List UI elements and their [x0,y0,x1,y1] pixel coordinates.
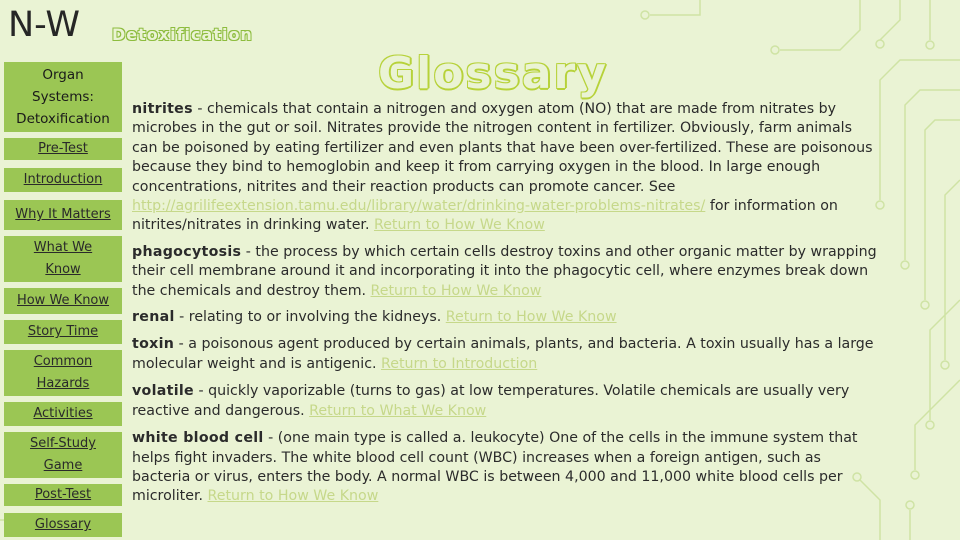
sidebar-nav [0,0,126,540]
glossary-term: nitrites [132,101,193,117]
return-link[interactable]: Return to What We Know [309,402,487,419]
sidebar-item-label[interactable]: Hazards [36,376,90,391]
sidebar-item-label[interactable]: Story Time [27,324,99,339]
glossary-term: toxin [132,336,175,353]
glossary-entry-white-blood-cell [132,429,877,507]
sidebar-header [4,62,122,132]
sidebar-item-post-test[interactable] [4,484,122,506]
glossary-definition-continued: for information on nitrites/nitrates in drinking water. [132,198,838,234]
section-subtitle: Detoxification [112,25,253,44]
sidebar-item-label[interactable]: Know [45,262,81,277]
sidebar-item-label[interactable]: Glossary [34,517,92,532]
sidebar-item-how-we-know[interactable] [4,288,122,314]
sidebar-item-label[interactable]: Game [43,458,83,473]
sidebar-item-glossary[interactable] [4,513,122,537]
glossary-term: phagocytosis [132,243,242,260]
sidebar-item-why-it-matters[interactable] [4,200,122,230]
brand-logo-text: N-W [8,5,80,45]
sidebar-item-label[interactable]: Activities [33,406,93,421]
return-link[interactable]: Return to Introduction [381,355,538,372]
sidebar-item-pre-test[interactable] [4,138,122,160]
sidebar-header-line: Detoxification [16,111,110,127]
glossary-definition: - (one main type is called a. leukocyte) One of the cells in the immune system that helps fight invaders. The white blood cell count (WBC) increases when a foreign antigen, such as bacteria or virus, enters the body. A normal WBC is between 4,000 and 11,000 white blood cells per microliter. [132,430,858,505]
sidebar-header-line: Systems: [32,89,94,105]
sidebar-item-label[interactable]: Why It Matters [15,207,111,222]
glossary-definition: - chemicals that contain a nitrogen and oxygen atom (NO) that are made from nitrates by microbes in the gut or soil. Nitrates provide the nitrogen content in fertilizer. Obviously, farm animals can be poisoned by eating fertilizer and even plants that have been over-fertilized. These are poisonous because they bind to hemoglobin and keep it from carrying oxygen in the blood. In large enough concentrations, nitrites and their reaction products can promote cancer. See [132,101,873,195]
glossary-entry-nitrites [132,100,877,236]
sidebar-item-label[interactable]: Common [33,354,93,369]
glossary-definition: - the process by which certain cells destroy toxins and other organic matter by wrapping their cell membrane around it and incorporating it into the phagocytic cell, where enzymes break down the chemicals and destroy them. [132,243,877,299]
glossary-content [132,100,877,507]
sidebar-item-introduction[interactable] [4,168,122,192]
glossary-entry-renal [132,308,877,327]
sidebar-item-label[interactable]: Self-Study [30,436,96,451]
glossary-entry-volatile [132,382,877,421]
return-link[interactable]: Return to How We Know [445,309,617,326]
sidebar-item-label[interactable]: Post-Test [34,487,92,502]
glossary-entry-toxin [132,335,877,374]
page-title: Glossary [378,48,608,99]
glossary-term: renal [132,309,175,326]
return-link[interactable]: Return to How We Know [207,488,379,505]
return-link[interactable]: Return to How We Know [373,217,545,234]
sidebar-item-label[interactable]: What We [33,240,93,255]
glossary-term: white blood cell [132,430,264,447]
sidebar-item-label[interactable]: Introduction [23,172,103,187]
sidebar-header-line: Organ [42,67,84,83]
return-link[interactable]: Return to How We Know [370,282,542,299]
sidebar-item-activities[interactable] [4,402,122,426]
sidebar-item-self-study-game[interactable] [4,432,122,478]
glossary-term: volatile [132,383,194,400]
glossary-definition: - a poisonous agent produced by certain animals, plants, and bacteria. A toxin usually has a large molecular weight and is antigenic. [132,336,874,372]
sidebar-item-label[interactable]: How We Know [16,293,110,308]
sidebar-item-common-hazards[interactable] [4,350,122,396]
sidebar-item-what-we-know[interactable] [4,236,122,282]
sidebar-item-story-time[interactable] [4,320,122,344]
sidebar-item-label[interactable]: Pre-Test [38,141,88,156]
glossary-definition: - relating to or involving the kidneys. [174,309,446,326]
glossary-definition: - quickly vaporizable (turns to gas) at low temperatures. Volatile chemicals are usually very reactive and dangerous. [132,383,850,419]
glossary-entry-phagocytosis [132,243,877,301]
external-resource-link[interactable]: http://agrilifeextension.tamu.edu/library/water/drinking-water-problems-nitrates/ [132,198,706,215]
